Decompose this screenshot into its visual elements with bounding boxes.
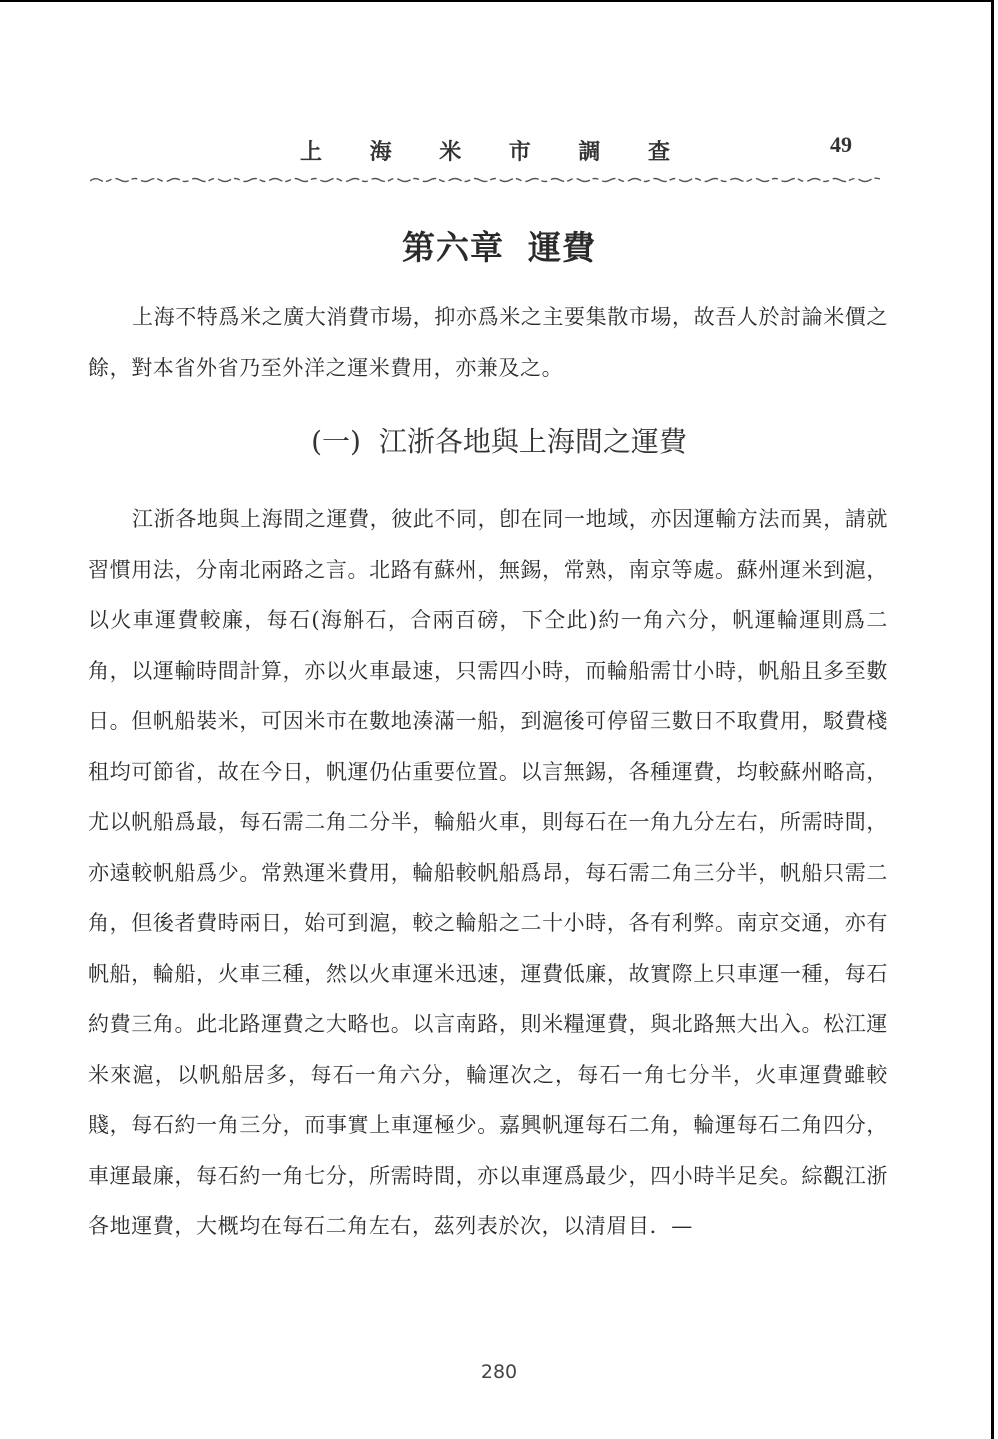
running-header-char: 海 (369, 138, 392, 165)
folio-number: 49 (830, 132, 852, 157)
running-header-char: 查 (647, 138, 670, 165)
section-title: 江浙各地與上海間之運費 (378, 425, 687, 458)
chapter-title (0, 222, 998, 269)
body-paragraph-text: 江浙各地與上海間之運費，彼此不同，卽在同一地域，亦因運輸方法而異，請就習慣用法，分南北兩路之言。北路有蘇州，無錫，常熟，南京等處。蘇州運米到滬，以火車運費較廉，每石(海斛石，合兩百磅，下仝此)約一角六分，帆運輪運則爲二角，以運輸時間計算，亦以火車最速，只需四小時，而輪船需廿小時，帆船且多至數日。但帆船裝米，可因米市在數地湊滿一船，到滬後可停留三數日不取費用，駁費棧租均可節省，故在今日，帆運仍佔重要位置。以言無錫，各種運費，均較蘇州略高，尤以帆船爲最，每石需二角二分半，輪船火車，則每石在一角九分左右，所需時間，亦遠較帆船爲少。常熟運米費用，輪船較帆船爲昂，每石需二角三分半，帆船只需二角，但後者費時兩日，始可到滬，較之輪船之二十小時，各有利弊。南京交通，亦有帆船，輪船，火車三種，然以火車運米迅速，運費低廉，故實際上只車運一種，每石約費三角。此北路運費之大略也。以言南路，則米糧運費，與北路無大出入。松江運米來滬，以帆船居多，每石一角六分，輪運次之，每石一角七分半，火車運費雖較賤，每石約一角三分，而事實上車運極少。嘉興帆運每石二角，輪運每石二角四分，車運最廉，每石約一角七分，所需時間，亦以車運爲最少，四小時半足矣。綜觀江浙各地運費，大概均在每石二角左右，茲列表於次，以清眉目．— (88, 507, 888, 1238)
body-paragraph (88, 494, 888, 1252)
running-header-char: 上 (300, 138, 323, 165)
wavy-rule-path (90, 178, 880, 181)
section-heading (0, 420, 998, 460)
chapter-name: 運費 (528, 228, 596, 267)
header-wavy-rule (90, 173, 880, 185)
running-header-char: 市 (508, 138, 531, 165)
chapter-number: 第六章 (402, 228, 504, 267)
intro-paragraph (88, 292, 888, 393)
running-header-char: 米 (439, 138, 462, 165)
page-number: 280 (480, 1361, 518, 1383)
running-header-char: 調 (578, 138, 601, 165)
intro-paragraph-text: 上海不特爲米之廣大消費市場，抑亦爲米之主要集散市場，故吾人於討論米價之餘，對本省外省乃至外洋之運米費用，亦兼及之。 (88, 305, 888, 380)
running-header (300, 133, 670, 167)
section-number: (一) (311, 425, 361, 458)
